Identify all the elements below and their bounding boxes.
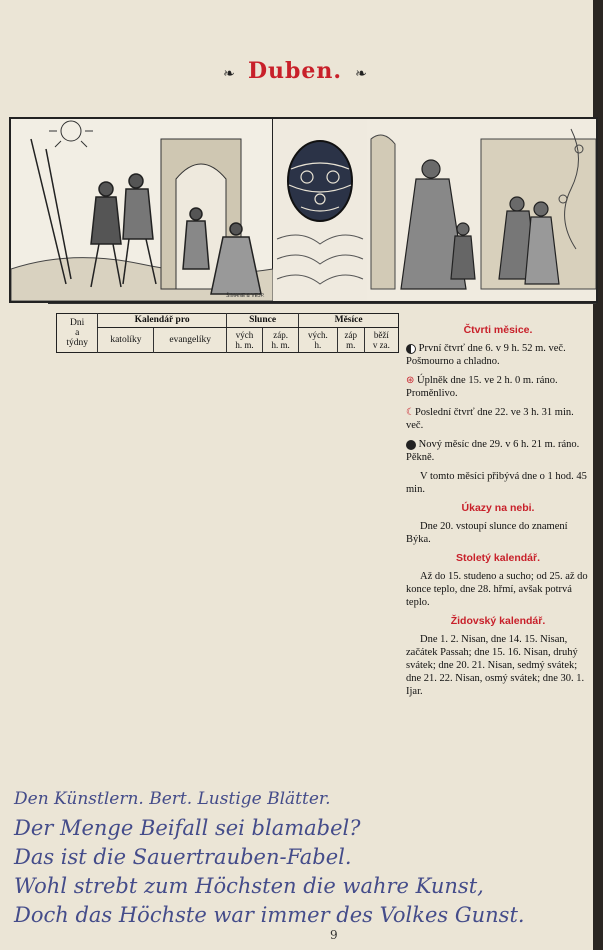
phase-first-quarter (406, 342, 590, 368)
banner-signature: ŠIMANE & VEJP. (226, 293, 265, 299)
ornament-right-icon: ❧ (355, 65, 367, 82)
jewish-heading: Židovský kalendář. (450, 615, 546, 627)
sky-text: Dne 20. vstoupí slunce do znamení Býka. (406, 521, 568, 545)
full-moon-icon: ⊛ (406, 375, 415, 386)
poem-line-1: Den Künstlern. Bert. Lustige Blätter. (14, 789, 331, 809)
new-moon-icon (406, 440, 416, 450)
handwritten-poem (14, 785, 584, 930)
header-tydny: týdny (66, 338, 88, 348)
divider-line (48, 303, 596, 304)
phases-heading: Čtvrti měsice. (463, 324, 533, 336)
header-vych2: vých. (308, 330, 328, 341)
header-slunce: Slunce (226, 314, 298, 328)
phase-last-quarter (406, 406, 590, 432)
day-length-note: V tomto měsíci přibývá dne o 1 hod. 45 min. (406, 471, 587, 495)
header-hm1: h. m. (235, 340, 254, 351)
first-quarter-moon-icon (406, 344, 416, 354)
century-text: Až do 15. studeno a sucho; od 25. až do konce teplo, dne 28. hřmí, avšak potrvá teplo. (406, 571, 588, 608)
header-sun-rise (226, 328, 262, 353)
header-a: a (75, 328, 80, 338)
header-sun-set (263, 328, 299, 353)
header-evangeliky: evangelíky (154, 328, 226, 353)
month-title-row (0, 58, 590, 84)
header-zap2: záp (344, 330, 357, 341)
page-number: 9 (330, 928, 338, 942)
header-moon-rise (299, 328, 337, 353)
phase3-text: Poslední čtvrť dne 22. ve 3 h. 31 min. več. (406, 407, 574, 431)
header-katolicky: katolíky (98, 328, 154, 353)
poem-line-4: Wohl strebt zum Höchsten die wahre Kunst, (14, 874, 484, 898)
phase-full-moon (406, 374, 590, 400)
poem-line-2: Der Menge Beifall sei blamabel? (14, 816, 361, 840)
header-mesice: Měsíce (299, 314, 399, 328)
phase-new-moon (406, 438, 590, 464)
header-zap: záp. (273, 330, 289, 341)
month-title: Duben. (247, 58, 343, 84)
illustration-banner (9, 117, 598, 303)
phase1-text: První čtvrť dne 6. v 9 h. 52 m. več. Pošmourno a chladno. (406, 343, 566, 367)
sky-heading: Úkazy na nebi. (461, 502, 535, 514)
header-vza: v za. (372, 340, 390, 351)
last-quarter-moon-icon: ☾ (406, 407, 415, 418)
header-days-weeks (57, 314, 98, 353)
header-h: h. (314, 340, 322, 351)
poem-line-3: Das ist die Sauertrauben-Fabel. (14, 845, 352, 869)
header-vych: vých (235, 330, 254, 341)
right-column (406, 318, 590, 704)
header-hm2: h. m. (271, 340, 290, 351)
century-heading: Stoletý kalendář. (455, 552, 541, 564)
header-moon-set (337, 328, 364, 353)
calendar-table (56, 313, 399, 353)
header-bezi: běží (373, 330, 389, 341)
jewish-text: Dne 1. 2. Nisan, dne 14. 15. Nisan, začátek Passah; dne 15. 16. Nisan, druhý svátek; dne 20. 21. Nisan, sedmý svátek; dne 21. 22. Nisan, osmý svátek; dne 30. 1. Ijar. (406, 634, 585, 697)
ornament-left-icon: ❧ (223, 65, 235, 82)
phase2-text: Úplněk dne 15. ve 2 h. 0 m. ráno. Proměnlivo. (406, 375, 558, 399)
header-dni: Dni (70, 318, 85, 328)
engraving-illustration (11, 119, 596, 301)
header-kalendar: Kalendář pro (98, 314, 227, 328)
poem-line-5: Doch das Höchste war immer des Volkes Gunst. (14, 903, 525, 927)
header-zodiac (364, 328, 398, 353)
header-m: m. (346, 340, 356, 351)
phase4-text: Nový měsíc dne 29. v 6 h. 21 m. ráno. Pěkně. (406, 439, 580, 463)
